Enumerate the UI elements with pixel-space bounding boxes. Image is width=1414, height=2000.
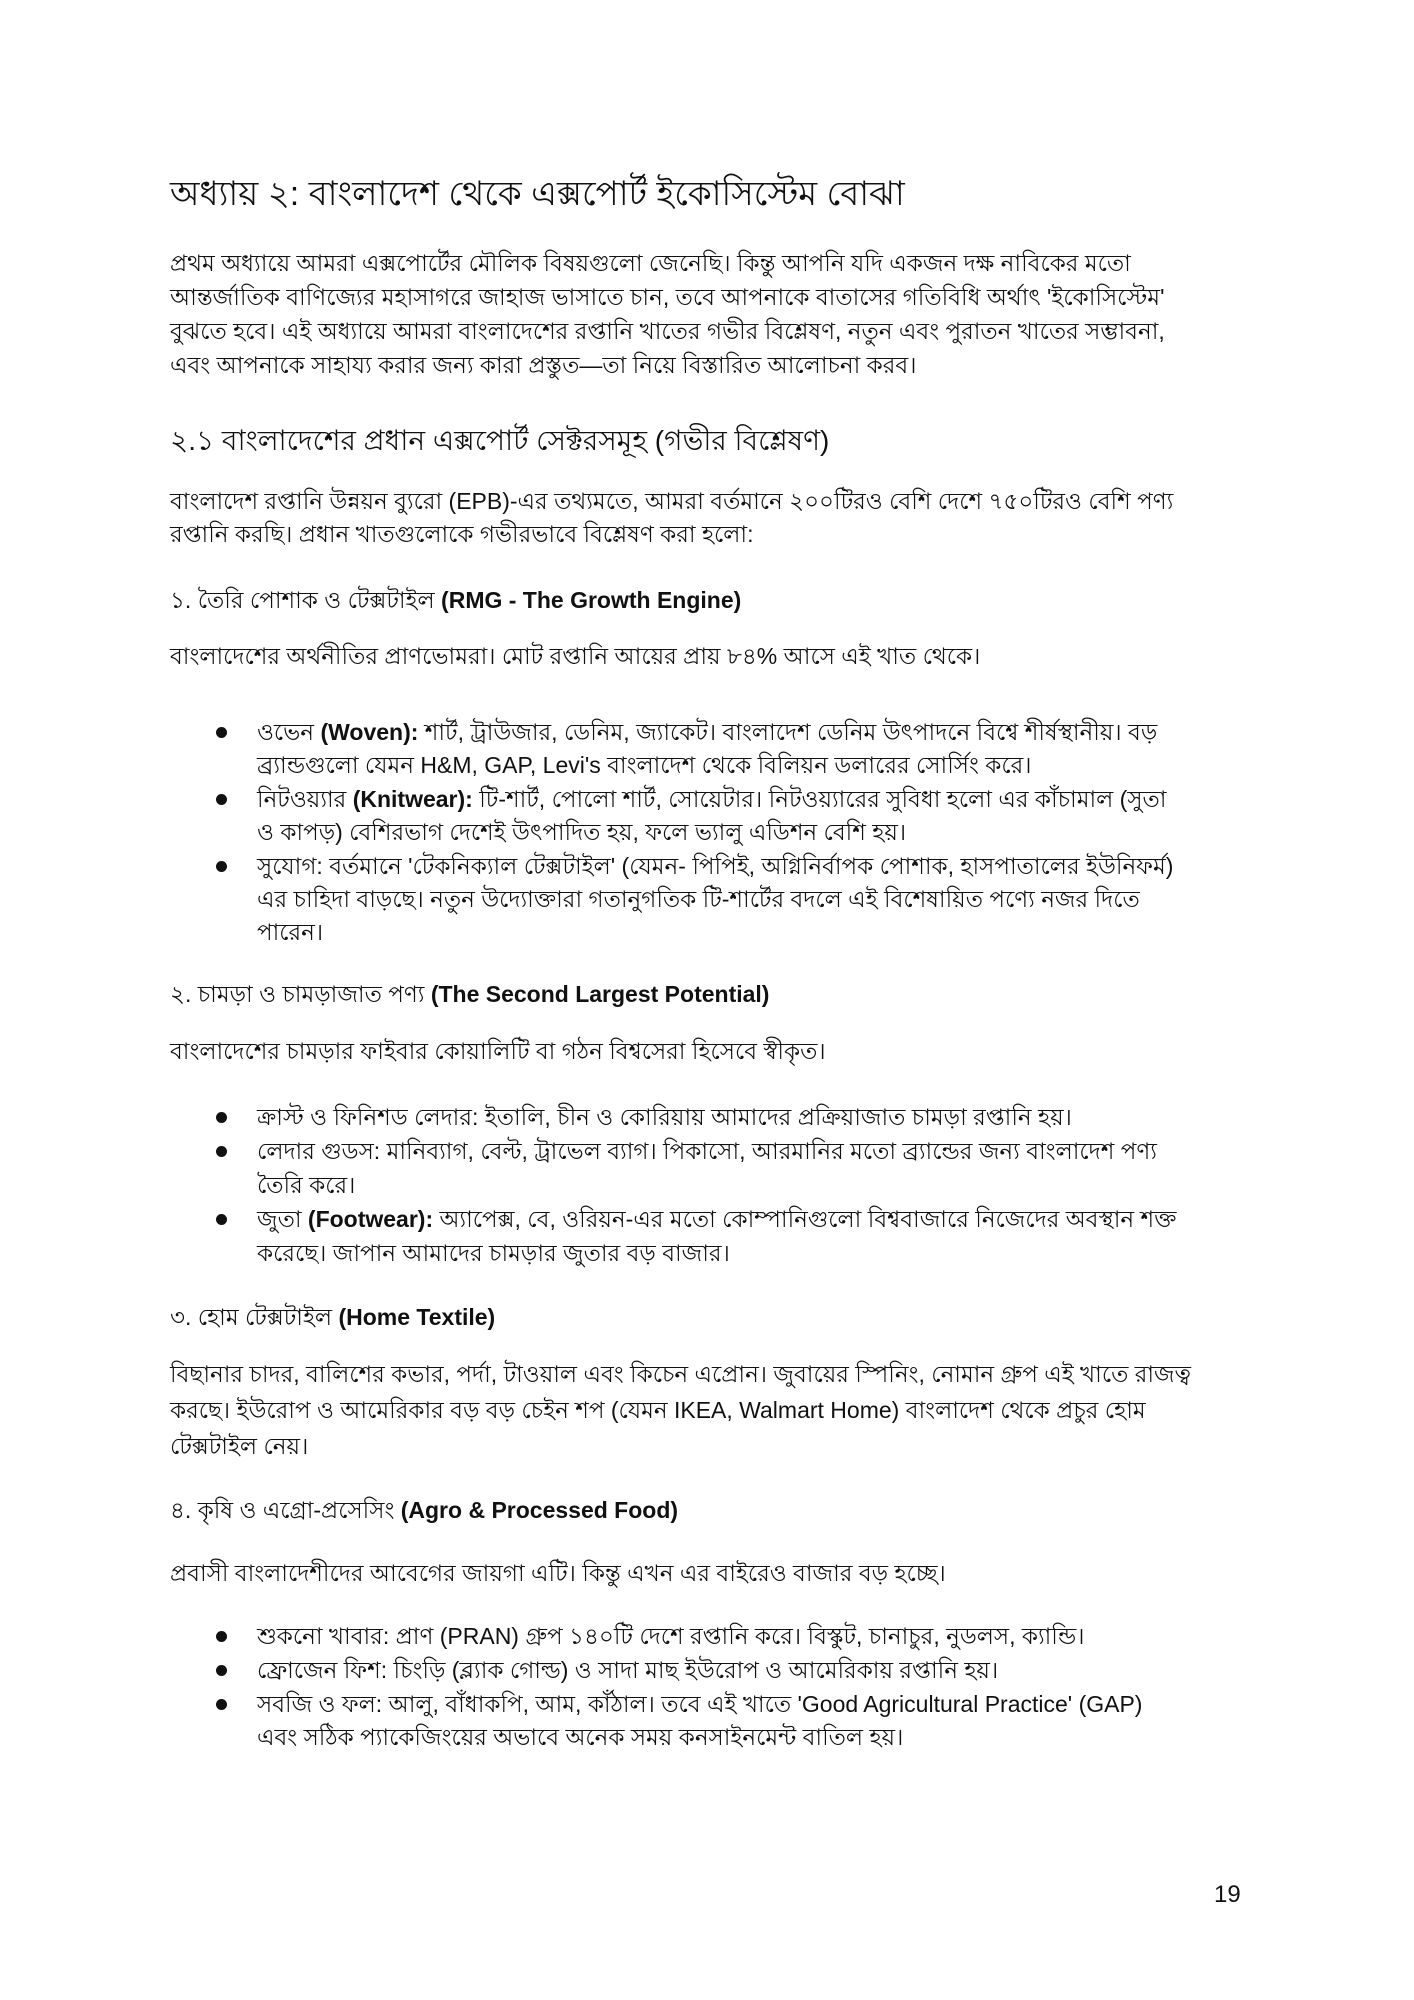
bullet-icon bbox=[216, 1699, 227, 1710]
sector-title-en: (Home Textile) bbox=[338, 1304, 496, 1330]
bullet-text: শার্ট, ট্রাউজার, ডেনিম, জ্যাকেট। বাংলাদেশ ডেনিম উৎপাদনে বিশ্বে শীর্ষস্থানীয়। বড় bbox=[418, 719, 1158, 745]
intro-line: আন্তর্জাতিক বাণিজ্যের মহাসাগরে জাহাজ ভাসাতে চান, তবে আপনাকে বাতাসের গতিবিধি অর্থাৎ 'ইকোসিস্টেম' bbox=[170, 284, 1165, 310]
sector-heading-home-textile bbox=[170, 1302, 495, 1332]
chapter-title: অধ্যায় ২: বাংলাদেশ থেকে এক্সপোর্ট ইকোসিস্টেম বোঝা bbox=[170, 175, 905, 213]
bullet-lead: ক্রাস্ট ও ফিনিশড লেদার: bbox=[257, 1104, 479, 1130]
sector-title-en: (The Second Largest Potential) bbox=[430, 981, 770, 1007]
bullet-continuation: ব্র্যান্ডগুলো যেমন H&M, GAP, Levi's বাংলাদেশ থেকে বিলিয়ন ডলারের সোর্সিং করে। bbox=[257, 752, 1032, 778]
sector-title-en: (RMG - The Growth Engine) bbox=[441, 587, 742, 613]
paragraph-line: রপ্তানি করছি। প্রধান খাতগুলোকে গভীরভাবে বিশ্লেষণ করা হলো: bbox=[170, 521, 754, 547]
bullet-lead: ওভেন bbox=[257, 719, 321, 745]
bullet-continuation: তৈরি করে। bbox=[257, 1172, 356, 1198]
bullet-item bbox=[257, 1621, 1084, 1651]
bullet-text: মানিব্যাগ, বেল্ট, ট্রাভেল ব্যাগ। পিকাসো, আরমানির মতো ব্র্যান্ডের জন্য বাংলাদেশ পণ্য bbox=[380, 1138, 1157, 1164]
bullet-icon bbox=[216, 727, 227, 738]
page-number: 19 bbox=[1214, 1881, 1241, 1908]
sector-title-bn: ১. তৈরি পোশাক ও টেক্সটাইল bbox=[170, 587, 442, 613]
bullet-lead: শুকনো খাবার: bbox=[257, 1623, 390, 1649]
bullet-lead: জুতা bbox=[257, 1206, 308, 1232]
bullet-text: বর্তমানে 'টেকনিক্যাল টেক্সটাইল' (যেমন- পিপিই, অগ্নিনির্বাপক পোশাক, হাসপাতালের ইউনিফর্ম) bbox=[322, 853, 1174, 879]
bullet-continuation: এবং সঠিক প্যাকেজিংয়ের অভাবে অনেক সময় কনসাইনমেন্ট বাতিল হয়। bbox=[257, 1724, 904, 1750]
bullet-item bbox=[257, 851, 1173, 881]
bullet-text: প্রাণ (PRAN) গ্রুপ ১৪০টি দেশে রপ্তানি করে। বিস্কুট, চানাচুর, নুডলস, ক্যান্ডি। bbox=[389, 1623, 1085, 1649]
bullet-lead: নিটওয়্যার bbox=[257, 786, 353, 812]
bullet-item bbox=[257, 1204, 1176, 1234]
bullet-icon bbox=[216, 1146, 227, 1157]
bullet-lead-en: (Woven): bbox=[320, 719, 419, 745]
sector-title-bn: ৪. কৃষি ও এগ্রো-প্রসেসিং bbox=[170, 1497, 401, 1523]
bullet-lead: ফ্রোজেন ফিশ: bbox=[257, 1657, 388, 1683]
bullet-continuation: করেছে। জাপান আমাদের চামড়ার জুতার বড় বাজার। bbox=[257, 1240, 730, 1266]
sector-intro: বাংলাদেশের চামড়ার ফাইবার কোয়ালিটি বা গঠন বিশ্বসেরা হিসেবে স্বীকৃত। bbox=[170, 1038, 826, 1064]
sector-title-bn: ৩. হোম টেক্সটাইল bbox=[170, 1304, 339, 1330]
bullet-lead-en: (Knitwear): bbox=[352, 786, 473, 812]
bullet-continuation: ও কাপড়) বেশিরভাগ দেশেই উৎপাদিত হয়, ফলে ভ্যালু এডিশন বেশি হয়। bbox=[257, 819, 907, 845]
paragraph-line: বিছানার চাদর, বালিশের কভার, পর্দা, টাওয়াল এবং কিচেন এপ্রোন। জুবায়ের স্পিনিং, নোমান গ্রুপ এই খাতে রাজত্ব bbox=[170, 1361, 1191, 1387]
paragraph-line: করছে। ইউরোপ ও আমেরিকার বড় বড় চেইন শপ (যেমন IKEA, Walmart Home) বাংলাদেশ থেকে প্রচুর হোম bbox=[170, 1397, 1146, 1423]
bullet-lead: সবজি ও ফল: bbox=[257, 1691, 383, 1717]
bullet-item bbox=[257, 1102, 1072, 1132]
bullet-text: চিংড়ি (ব্ল্যাক গোল্ড) ও সাদা মাছ ইউরোপ ও আমেরিকায় রপ্তানি হয়। bbox=[387, 1657, 999, 1683]
sector-heading-leather bbox=[170, 979, 769, 1009]
bullet-item bbox=[257, 1655, 998, 1685]
bullet-text: ইতালি, চীন ও কোরিয়ায় আমাদের প্রক্রিয়াজাত চামড়া রপ্তানি হয়। bbox=[478, 1104, 1072, 1130]
paragraph-line: বাংলাদেশ রপ্তানি উন্নয়ন ব্যুরো (EPB)-এর তথ্যমতে, আমরা বর্তমানে ২০০টিরও বেশি দেশে ৭৫০টিরও বেশি পণ্য bbox=[170, 488, 1174, 514]
bullet-icon bbox=[216, 861, 227, 872]
paragraph-line: টেক্সটাইল নেয়। bbox=[170, 1433, 309, 1459]
intro-line: বুঝতে হবে। এই অধ্যায়ে আমরা বাংলাদেশের রপ্তানি খাতের গভীর বিশ্লেষণ, নতুন এবং পুরাতন খাতের সম্ভাবনা, bbox=[170, 318, 1165, 344]
sector-intro: প্রবাসী বাংলাদেশীদের আবেগের জায়গা এটি। কিন্তু এখন এর বাইরেও বাজার বড় হচ্ছে। bbox=[170, 1560, 946, 1586]
bullet-text: আলু, বাঁধাকপি, আম, কাঁঠাল। তবে এই খাতে 'Good Agricultural Practice' (GAP) bbox=[382, 1691, 1143, 1717]
bullet-icon bbox=[216, 1631, 227, 1642]
bullet-continuation: পারেন। bbox=[257, 919, 324, 945]
sector-title-en: (Agro & Processed Food) bbox=[400, 1497, 679, 1523]
bullet-item bbox=[257, 717, 1157, 747]
bullet-icon bbox=[216, 1214, 227, 1225]
sector-title-bn: ২. চামড়া ও চামড়াজাত পণ্য bbox=[170, 981, 431, 1007]
bullet-item bbox=[257, 784, 1166, 814]
section-2-1-title: ২.১ বাংলাদেশের প্রধান এক্সপোর্ট সেক্টরসমূহ (গভীর বিশ্লেষণ) bbox=[170, 425, 830, 456]
bullet-lead-en: (Footwear): bbox=[307, 1206, 434, 1232]
bullet-icon bbox=[216, 1665, 227, 1676]
sector-heading-rmg bbox=[170, 585, 741, 615]
bullet-item bbox=[257, 1136, 1157, 1166]
sector-intro: বাংলাদেশের অর্থনীতির প্রাণভোমরা। মোট রপ্তানি আয়ের প্রায় ৮৪% আসে এই খাত থেকে। bbox=[170, 643, 981, 669]
bullet-icon bbox=[216, 1112, 227, 1123]
bullet-lead: সুযোগ: bbox=[257, 853, 323, 879]
bullet-lead: লেদার গুডস: bbox=[257, 1138, 381, 1164]
bullet-continuation: এর চাহিদা বাড়ছে। নতুন উদ্যোক্তারা গতানুগতিক টি-শার্টের বদলে এই বিশেষায়িত পণ্যে নজর দিতে bbox=[257, 886, 1140, 912]
bullet-text: অ্যাপেক্স, বে, ওরিয়ন-এর মতো কোম্পানিগুলো বিশ্ববাজারে নিজেদের অবস্থান শক্ত bbox=[433, 1206, 1177, 1232]
intro-line: প্রথম অধ্যায়ে আমরা এক্সপোর্টের মৌলিক বিষয়গুলো জেনেছি। কিন্তু আপনি যদি একজন দক্ষ নাবিকের মতো bbox=[170, 250, 1131, 276]
bullet-icon bbox=[216, 794, 227, 805]
bullet-item bbox=[257, 1689, 1142, 1719]
sector-heading-agro bbox=[170, 1495, 678, 1525]
intro-line: এবং আপনাকে সাহায্য করার জন্য কারা প্রস্তুত—তা নিয়ে বিস্তারিত আলোচনা করব। bbox=[170, 352, 917, 378]
bullet-text: টি-শার্ট, পোলো শার্ট, সোয়েটার। নিটওয়্যারের সুবিধা হলো এর কাঁচামাল (সুতা bbox=[472, 786, 1167, 812]
